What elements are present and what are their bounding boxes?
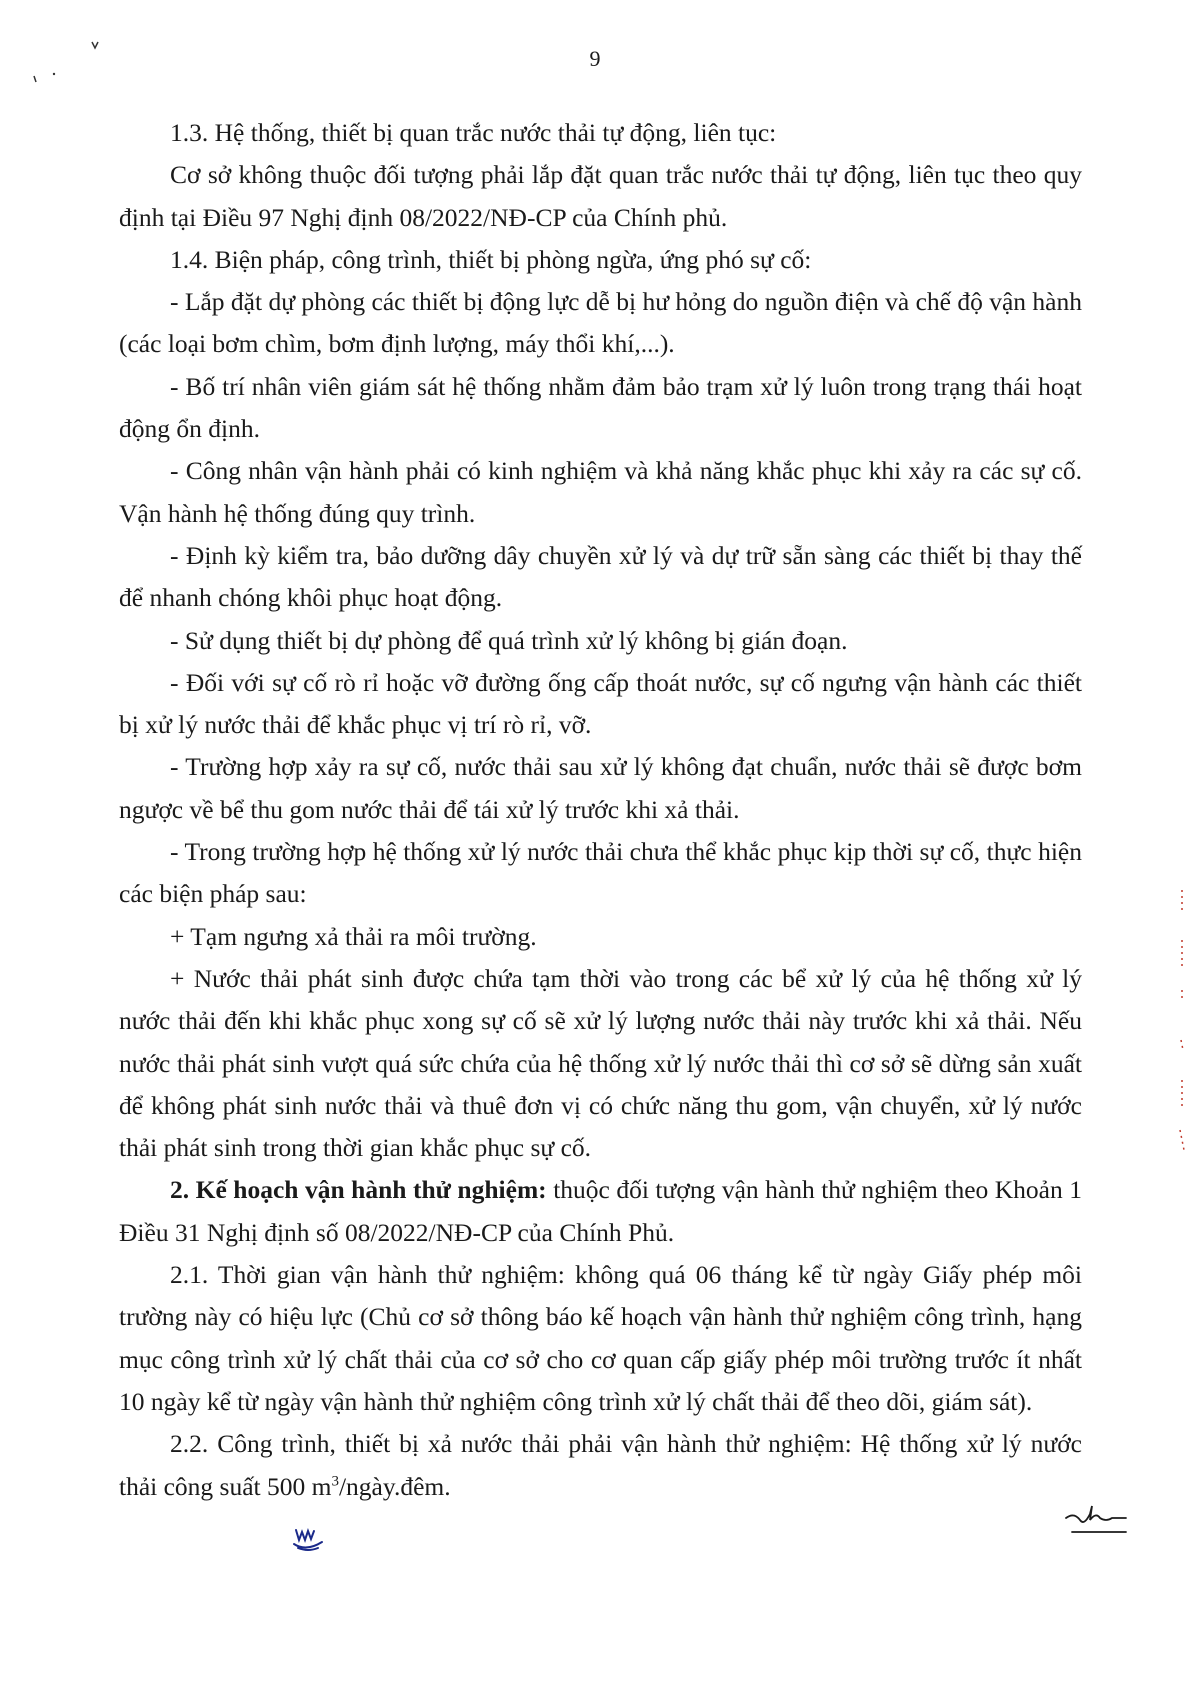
section-2-text: thuộc đối tượng vận hành thử nghiệm theo Khoản 1 Điều 31 Nghị định số 08/2022/NĐ-CP của Chính Phủ. [119, 1175, 1083, 1247]
superscript: 3 [331, 1473, 339, 1489]
section-heading-1-3: 1.3. Hệ thống, thiết bị quan trắc nước thải tự động, liên tục: [170, 118, 777, 147]
bullet-item: - Trong trường hợp hệ thống xử lý nước thải chưa thể khắc phục kịp thời sự cố, thực hiện các biện pháp sau: [119, 837, 1082, 909]
initials-signature [1062, 1502, 1132, 1538]
section-heading-2: 2. Kế hoạch vận hành thử nghiệm: [170, 1175, 547, 1205]
margin-mark [1176, 880, 1188, 1180]
section-heading-1-4: 1.4. Biện pháp, công trình, thiết bị phòng ngừa, ứng phó sự cố: [170, 244, 812, 274]
bullet-item: - Lắp đặt dự phòng các thiết bị động lực dễ bị hư hỏng do nguồn điện và chế độ vận hành (các loại bơm chìm, bơm định lượng, máy thổi khí,...). [119, 287, 1082, 359]
paragraph-2-1: 2.1. Thời gian vận hành thử nghiệm: không quá 06 tháng kể từ ngày Giấy phép môi trường này có hiệu lực (Chủ cơ sở thông báo kế hoạch vận hành thử nghiệm công trình, hạng mục công trình xử lý chất thải của cơ sở cho cơ quan cấp giấy phép môi trường trước ít nhất 10 ngày kể từ ngày vận hành thử nghiệm công trình xử lý chất thải để theo dõi, giám sát). [119, 1260, 1082, 1416]
bullet-item: - Sử dụng thiết bị dự phòng để quá trình xử lý không bị gián đoạn. [170, 625, 848, 655]
bullet-item: - Định kỳ kiểm tra, bảo dưỡng dây chuyền xử lý và dự trữ sẵn sàng các thiết bị thay thế để nhanh chóng khôi phục hoạt động. [119, 540, 1082, 613]
paragraph-2-2-text: 2.2. Công trình, thiết bị xả nước thải phải vận hành thử nghiệm: Hệ thống xử lý nước thải công suất 500 m [119, 1429, 1082, 1501]
sub-item: + Nước thải phát sinh được chứa tạm thời vào trong các bể xử lý của hệ thống xử lý nước thải đến khi khắc phục xong sự cố sẽ xử lý lượng nước thải này trước khi xả thải. Nếu nước thải phát sinh vượt quá sức chứa của hệ thống xử lý nước thải thì cơ sở sẽ dừng sản xuất để không phát sinh nước thải và thuê đơn vị có chức năng thu gom, vận chuyển, xử lý nước thải phát sinh trong thời gian khắc phục sự cố. [119, 963, 1082, 1163]
initials-signature [290, 1520, 330, 1554]
paragraph: Cơ sở không thuộc đối tượng phải lắp đặt quan trắc nước thải tự động, liên tục theo quy định tại Điều 97 Nghị định 08/2022/NĐ-CP của Chính phủ. [119, 160, 1082, 232]
page-number: 9 [589, 46, 601, 71]
bullet-item: - Trường hợp xảy ra sự cố, nước thải sau xử lý không đạt chuẩn, nước thải sẽ được bơm ngược về bể thu gom nước thải để tái xử lý trước khi xả thải. [119, 752, 1082, 824]
bullet-item: - Đối với sự cố rò rỉ hoặc vỡ đường ống cấp thoát nước, sự cố ngưng vận hành các thiết bị xử lý nước thải để khắc phục vị trí rò rỉ, vỡ. [119, 667, 1082, 740]
sub-item: + Tạm ngưng xả thải ra môi trường. [170, 921, 537, 951]
paragraph-2-2 [119, 1423, 1082, 1508]
bullet-item: - Công nhân vận hành phải có kinh nghiệm và khả năng khắc phục khi xảy ra các sự cố. Vận hành hệ thống đúng quy trình. [119, 456, 1082, 528]
section-2-paragraph [119, 1169, 1082, 1254]
document-body [119, 112, 1082, 1508]
paragraph-2-2-unit: /ngày.đêm. [338, 1471, 451, 1501]
bullet-item: - Bố trí nhân viên giám sát hệ thống nhằm đảm bảo trạm xử lý luôn trong trạng thái hoạt động ổn định. [119, 371, 1082, 444]
